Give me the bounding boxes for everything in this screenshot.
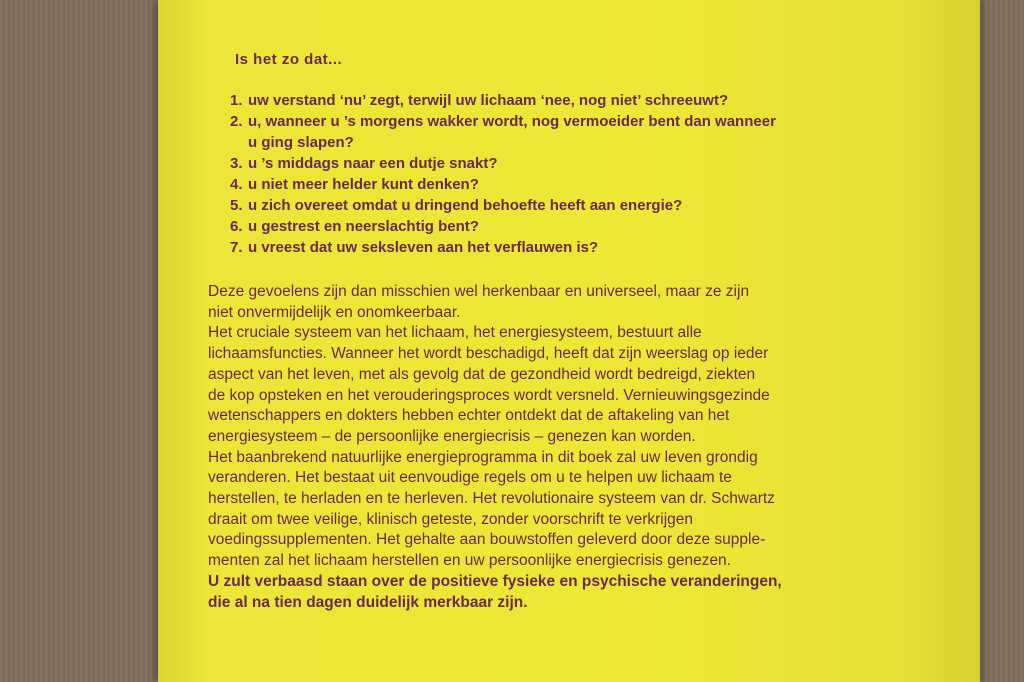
body-line: voedingssupplementen. Het gehalte aan bouwstoffen geleverd door deze supple-: [208, 531, 766, 549]
list-item: 1. uw verstand ‘nu’ zegt, terwijl uw lichaam ‘nee, nog niet’ schreeuwt?: [230, 92, 729, 109]
body-text: [208, 282, 782, 613]
body-line: Deze gevoelens zijn dan misschien wel herkenbaar en universeel, maar ze zijn: [208, 283, 750, 300]
body-line: de kop opsteken en het verouderingsproces wordt versneld. Vernieuwingsgezinde: [208, 386, 770, 404]
body-line: niet onvermijdelijk en onomkeerbaar.: [208, 303, 461, 321]
body-line: veranderen. Het bestaat uit eenvoudige regels om u te helpen uw lichaam te: [208, 469, 732, 487]
list-item: 3. u ’s middags naar een dutje snakt?: [230, 155, 498, 172]
question-list: [230, 90, 776, 258]
body-line: herstellen, te herladen en te herleven. Het revolutionaire systeem van dr. Schwartz: [208, 490, 775, 508]
cover-shadow: [910, 0, 980, 682]
list-item: 2. u, wanneer u ’s morgens wakker wordt, nog vermoeider bent dan wanneer u ging slapen?: [230, 113, 776, 151]
body-line: lichaamsfuncties. Wanneer het wordt beschadigd, heeft dat zijn weerslag op ieder: [208, 345, 769, 363]
list-item: 5. u zich overeet omdat u dringend behoefte heeft aan energie?: [230, 197, 683, 214]
list-item: 4. u niet meer helder kunt denken?: [230, 176, 479, 193]
body-line: Het baanbrekend natuurlijke energieprogramma in dit boek zal uw leven grondig: [208, 448, 758, 466]
body-line: menten zal het lichaam herstellen en uw persoonlijke energiecrisis genezen.: [208, 552, 731, 570]
heading: Is het zo dat...: [235, 51, 343, 68]
body-line: draait om twee veilige, klinisch geteste, zonder voorschrift te verkrijgen: [208, 510, 694, 528]
list-item: 6. u gestrest en neerslachtig bent?: [230, 218, 479, 235]
body-line: aspect van het leven, met als gevolg dat de gezondheid wordt bedreigd, ziekten: [208, 365, 756, 383]
list-item: 7. u vreest dat uw seksleven aan het verflauwen is?: [230, 239, 599, 256]
emphasis-line: U zult verbaasd staan over de positieve fysieke en psychische veranderingen,: [208, 572, 782, 590]
body-line: Het cruciale systeem van het lichaam, het energiesysteem, bestuurt alle: [208, 324, 702, 342]
body-line: energiesysteem – de persoonlijke energiecrisis – genezen kan worden.: [208, 427, 696, 445]
body-line: wetenschappers en dokters hebben echter ontdekt dat de aftakeling van het: [208, 407, 730, 425]
emphasis-line: die al na tien dagen duidelijk merkbaar zijn.: [208, 593, 528, 611]
